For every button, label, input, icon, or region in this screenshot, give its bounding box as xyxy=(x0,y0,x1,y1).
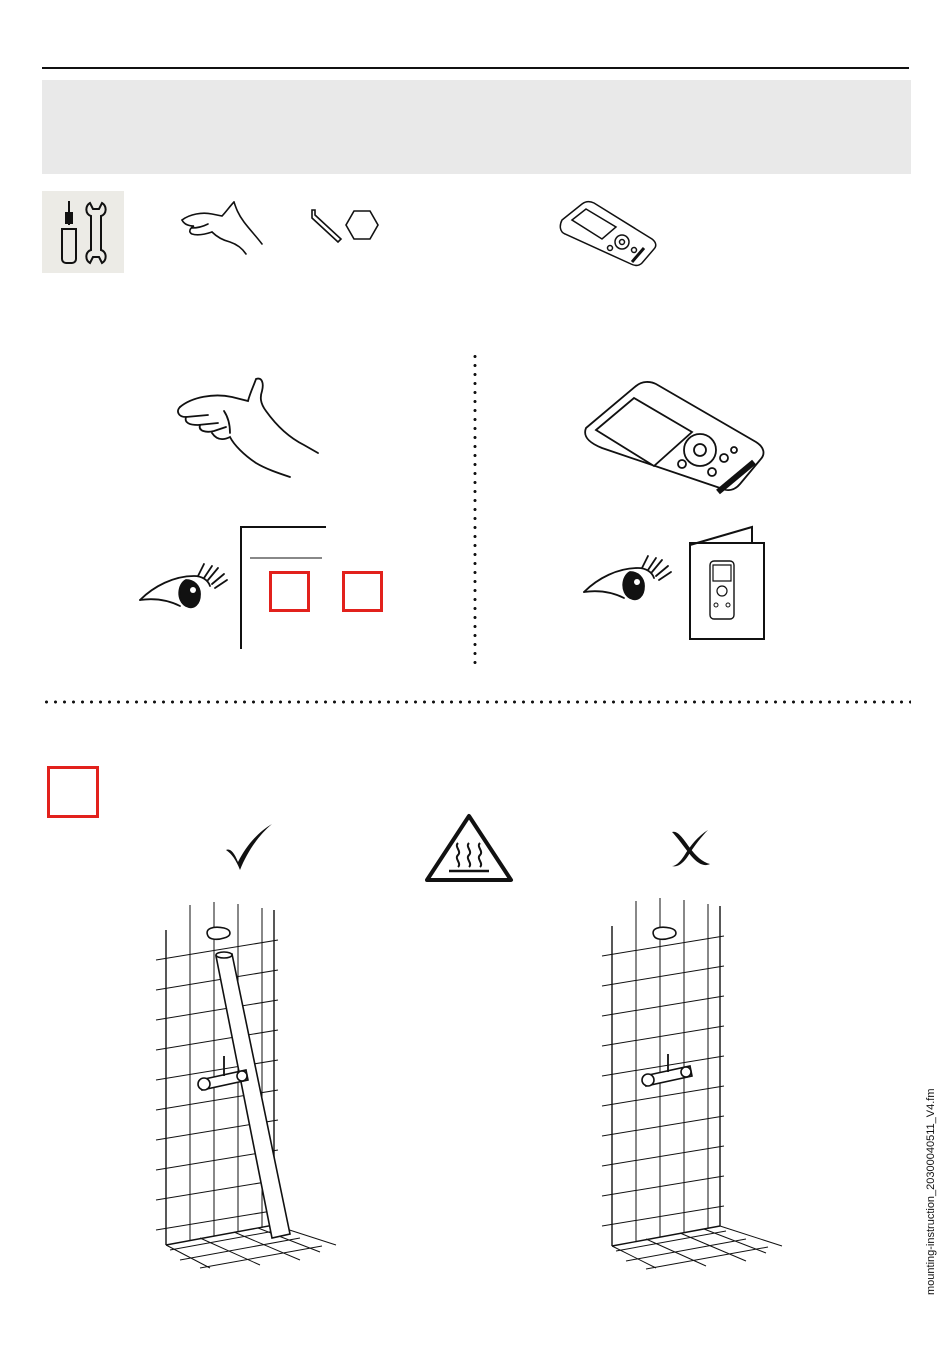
section-marker xyxy=(47,766,99,818)
cross-icon xyxy=(668,828,712,868)
checkbox-marker xyxy=(342,571,383,612)
horizontal-divider xyxy=(42,700,911,704)
top-rule xyxy=(42,67,909,69)
hand-icon xyxy=(172,375,322,479)
hot-surface-warning-icon xyxy=(424,813,514,883)
tools-panel xyxy=(42,191,124,273)
checkmark-icon xyxy=(224,824,274,872)
wall-mounting-not-ok-illustration xyxy=(596,896,786,1281)
checkbox-marker xyxy=(269,571,310,612)
hand-icon xyxy=(178,200,264,258)
vertical-divider xyxy=(473,352,477,670)
screwdriver-wrench-icon xyxy=(42,191,124,273)
eye-icon xyxy=(582,550,674,608)
remote-control-icon xyxy=(556,200,660,270)
hex-key-icon xyxy=(308,207,380,243)
wall-mounting-ok-illustration xyxy=(150,900,340,1280)
header-band xyxy=(42,80,911,174)
eye-icon xyxy=(138,558,230,616)
document-file-label: mounting-instruction_20300040511_V4.fm xyxy=(925,1088,937,1295)
manual-booklet-icon xyxy=(688,525,766,641)
remote-control-icon xyxy=(578,378,770,500)
